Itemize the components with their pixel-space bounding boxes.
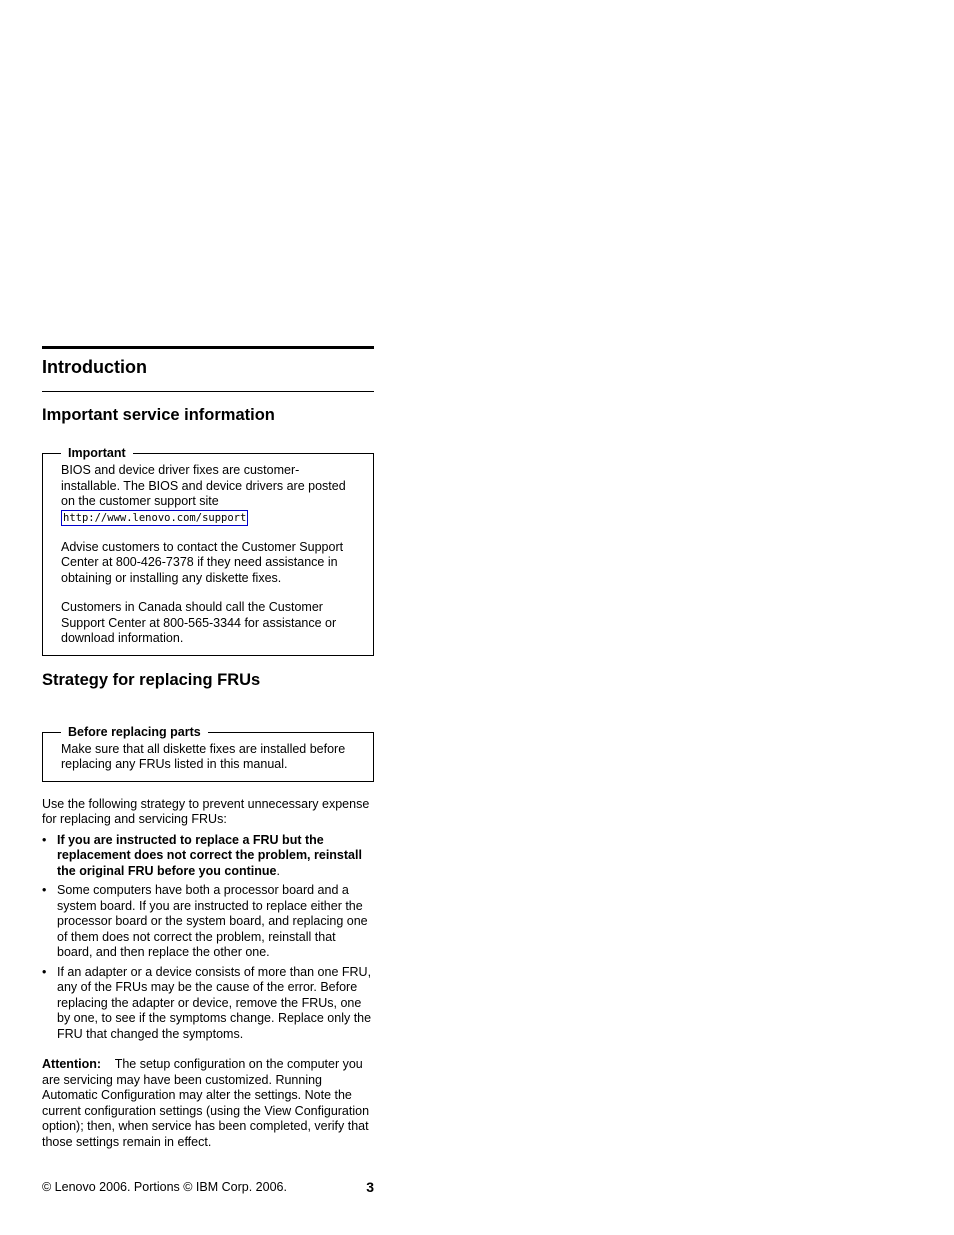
important-para-2: Advise customers to contact the Customer Support Center at 800-426-7378 if they need assistance in obtaining or installing any diskette fixes. [61,539,344,585]
list-item [42,833,374,880]
bullet-3-text: If an adapter or a device consists of more than one FRU, any of the FRUs may be the cause of the error. Before replacing the adapter or device, remove the FRUs, one by one, to see if the symptoms change. Replace only the FRU that changed the symptoms. [57,964,372,1041]
before-replacing-text: Make sure that all diskette fixes are installed before replacing any FRUs listed in this manual. [61,741,346,771]
important-para-1 [61,463,355,526]
before-replacing-label: Before replacing parts [61,724,208,740]
chapter-rule [42,346,374,349]
bullet-glyph: • [42,964,47,979]
strategy-list [42,833,374,1043]
list-item [42,883,374,961]
bullet-1-end: . [276,863,280,878]
important-box-label: Important [61,445,133,461]
copyright-text: © Lenovo 2006. Portions © IBM Corp. 2006. [42,1180,287,1194]
attention-label: Attention: [42,1057,102,1071]
chapter-title: Introduction [42,357,147,377]
attention-text: The setup configuration on the computer you are servicing may have been customized. Running Automatic Configuration may alter the settings. Note the current configuration settings (using the View Configuration option); then, when service has been completed, verify that those settings remain in effect. [42,1057,370,1149]
service-heading: Important service information [42,406,275,424]
before-replacing-box [42,724,374,782]
attention-note [42,1057,374,1150]
page-number: 3 [366,1179,374,1195]
important-para-3: Customers in Canada should call the Customer Support Center at 800-565-3344 for assistance or download information. [61,600,337,645]
list-item [42,965,374,1043]
important-box [42,446,374,656]
bullet-2-text: Some computers have both a processor board and a system board. If you are instructed to replace either the processor board or the system board, and replacing one of them does not correct the problem, reinstall that board, and then replace the other one. [57,883,368,959]
strategy-heading: Strategy for replacing FRUs [42,670,261,689]
bios-fixes-text: BIOS and device driver fixes are customer-installable. The BIOS and device drivers are posted on the customer support site [61,463,346,508]
bullet-glyph: • [42,832,47,847]
strategy-intro: Use the following strategy to prevent unnecessary expense for replacing and servicing FRUs: [42,796,370,826]
page-footer [42,1179,374,1195]
bullet-glyph: • [42,883,47,897]
bullet-1-bold: If you are instructed to replace a FRU but the replacement does not correct the problem, reinstall the original FRU before you continue [57,832,362,878]
main-column [42,346,374,1150]
support-site-link[interactable]: http://www.lenovo.com/support [63,511,247,524]
